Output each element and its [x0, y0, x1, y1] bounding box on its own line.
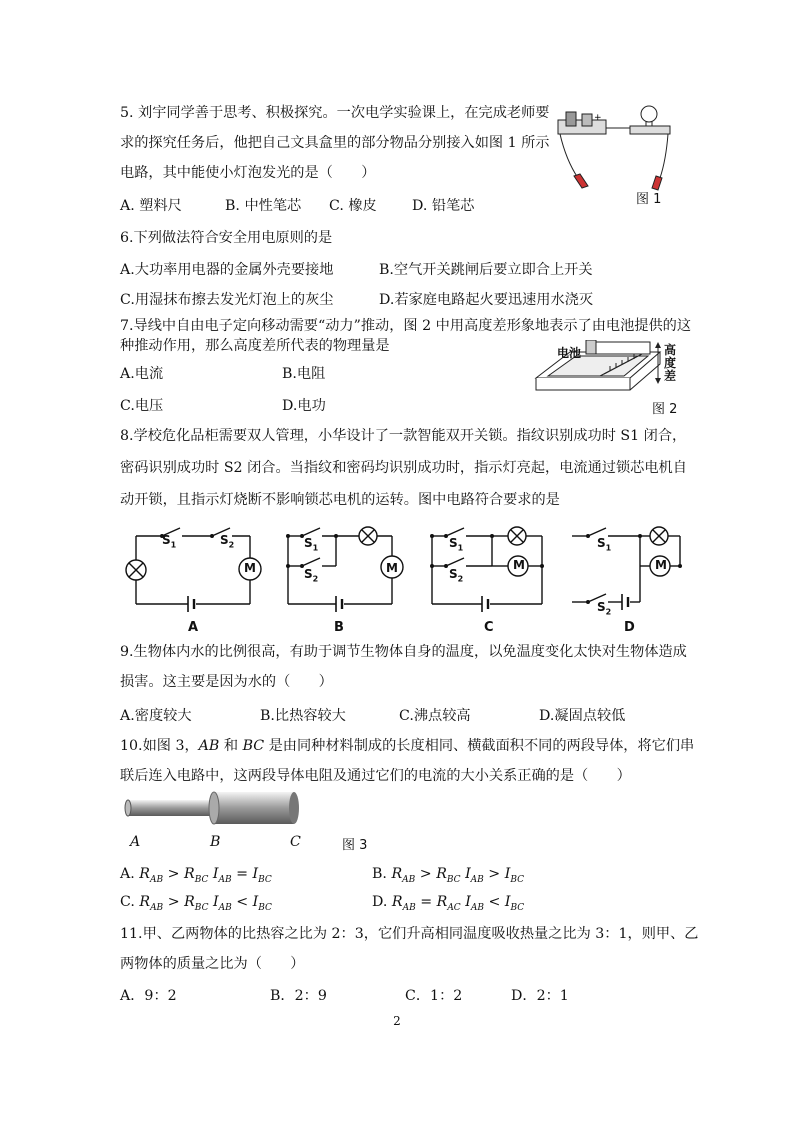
q11-option-d: D．2：1: [511, 988, 569, 1004]
q7-line1: 7.导线中自由电子定向移动需要“动力”推动，图 2 中用高度差形象地表示了由电池提供的这: [120, 318, 692, 334]
figure-2-battery-label: 电池: [557, 346, 582, 360]
q8-line1: 8.学校危化品柜需要双人管理，小华设计了一款智能双开关锁。指纹识别成功时 S1 闭合，: [120, 428, 687, 444]
figure-3-label-b: B: [210, 834, 221, 850]
circuit-b-label: B: [334, 620, 344, 635]
q6-option-a: A.大功率用电器的金属外壳要接地: [120, 262, 334, 278]
circuit-c-s1-label: $S_1$: [449, 536, 464, 553]
q6-stem: 6.下列做法符合安全用电原则的是: [120, 230, 333, 246]
q6-option-b: B.空气开关跳闸后要立即合上开关: [379, 262, 593, 278]
figure-3-caption: 图 3: [342, 838, 368, 853]
q10-option-a: A. $R_{AB} > R_{BC}$ $I_{AB} = I_{BC}$: [120, 866, 272, 885]
q11-option-b: B．2：9: [270, 988, 327, 1004]
q5-option-c: C. 橡皮: [329, 198, 377, 214]
q9-option-c: C.沸点较高: [399, 708, 471, 724]
q7-option-c: C.电压: [120, 398, 164, 414]
circuit-a-label: A: [188, 620, 199, 635]
figure-3-label-a: A: [130, 834, 141, 850]
circuit-d-s1-label: $S_1$: [597, 536, 612, 553]
q5-option-d: D. 铅笔芯: [412, 198, 475, 214]
q10-line2: 联后连入电路中，这两段导体电阻及通过它们的电流的大小关系正确的是（ ）: [120, 768, 631, 784]
circuit-c: [424, 518, 554, 615]
figure-2-height-label: 高度差: [664, 343, 677, 383]
figure-2-caption: 图 2: [652, 402, 678, 417]
svg-text:+: +: [594, 113, 602, 123]
q6-option-d: D.若家庭电路起火要迅速用水浇灭: [379, 292, 594, 308]
circuit-c-s2-label: $S_2$: [449, 567, 464, 584]
circuit-a-motor-label: M: [244, 561, 256, 575]
circuit-d-s2-label: $S_2$: [597, 600, 612, 617]
figure-3-label-c: C: [290, 834, 301, 850]
q11-option-c: C．1：2: [405, 988, 463, 1004]
page-number: 2: [393, 1014, 401, 1028]
q9-line1: 9.生物体内水的比例很高，有助于调节生物体自身的温度，以免温度变化太快对生物体造成: [120, 644, 687, 660]
figure-1-caption: 图 1: [636, 192, 662, 207]
q10-option-b: B. $R_{AB} > R_{BC}$ $I_{AB} > I_{BC}$: [372, 866, 524, 885]
q8-line2: 密码识别成功时 S2 闭合。当指纹和密码均识别成功时，指示灯亮起，电流通过锁芯电机自: [120, 460, 687, 476]
q9-option-a: A.密度较大: [120, 708, 192, 724]
q11-line2: 两物体的质量之比为（ ）: [120, 956, 305, 972]
figure-1-circuit: [548, 100, 678, 200]
q7-option-a: A.电流: [120, 366, 164, 382]
q11-option-a: A．9：2: [120, 988, 177, 1004]
circuit-b-s1-label: $S_1$: [304, 536, 319, 553]
q7-option-d: D.电功: [282, 398, 326, 414]
q10-option-c: C. $R_{AB} > R_{BC}$ $I_{AB} < I_{BC}$: [120, 894, 272, 913]
q6-option-c: C.用湿抹布擦去发光灯泡上的灰尘: [120, 292, 334, 308]
q7-option-b: B.电阻: [282, 366, 326, 382]
q5-line1: 5. 刘宇同学善于思考、积极探究。一次电学实验课上，在完成老师要: [120, 105, 550, 121]
q5-line2: 求的探究任务后，他把自己文具盒里的部分物品分别接入如图 1 所示: [120, 135, 550, 151]
q5-option-b: B. 中性笔芯: [225, 198, 302, 214]
q7-line2: 种推动作用，那么高度差所代表的物理量是: [120, 338, 390, 354]
figure-2-height-diagram: [530, 340, 680, 406]
circuit-a-s1-label: $S_1$: [162, 533, 177, 550]
q10-line1: 10.如图 3，AB 和 BC 是由同种材料制成的长度相同、横截面积不同的两段导体，将它们串: [120, 738, 695, 754]
q9-option-d: D.凝固点较低: [539, 708, 626, 724]
figure-3-conductor: [122, 790, 308, 830]
q10-option-d: D. $R_{AB} = R_{AC}$ $I_{AB} < I_{BC}$: [372, 894, 525, 913]
circuit-b-motor-label: M: [386, 561, 398, 575]
q5-option-a: A. 塑料尺: [120, 198, 182, 214]
circuit-d-motor-label: M: [655, 558, 667, 572]
q9-option-b: B.比热容较大: [260, 708, 346, 724]
circuit-d: [566, 518, 696, 615]
circuit-d-label: D: [624, 620, 635, 635]
circuit-c-motor-label: M: [513, 558, 525, 572]
circuit-b-s2-label: $S_2$: [304, 567, 319, 584]
circuit-a-s2-label: $S_2$: [220, 533, 235, 550]
circuit-c-label: C: [484, 620, 494, 635]
q11-line1: 11.甲、乙两物体的比热容之比为 2：3，它们升高相同温度吸收热量之比为 3：1，则甲、乙: [120, 926, 699, 942]
q8-line3: 动开锁，且指示灯烧断不影响锁芯电机的运转。图中电路符合要求的是: [120, 492, 560, 508]
q5-line3: 电路，其中能使小灯泡发光的是（ ）: [120, 165, 376, 181]
q9-line2: 损害。这主要是因为水的（ ）: [120, 674, 333, 690]
